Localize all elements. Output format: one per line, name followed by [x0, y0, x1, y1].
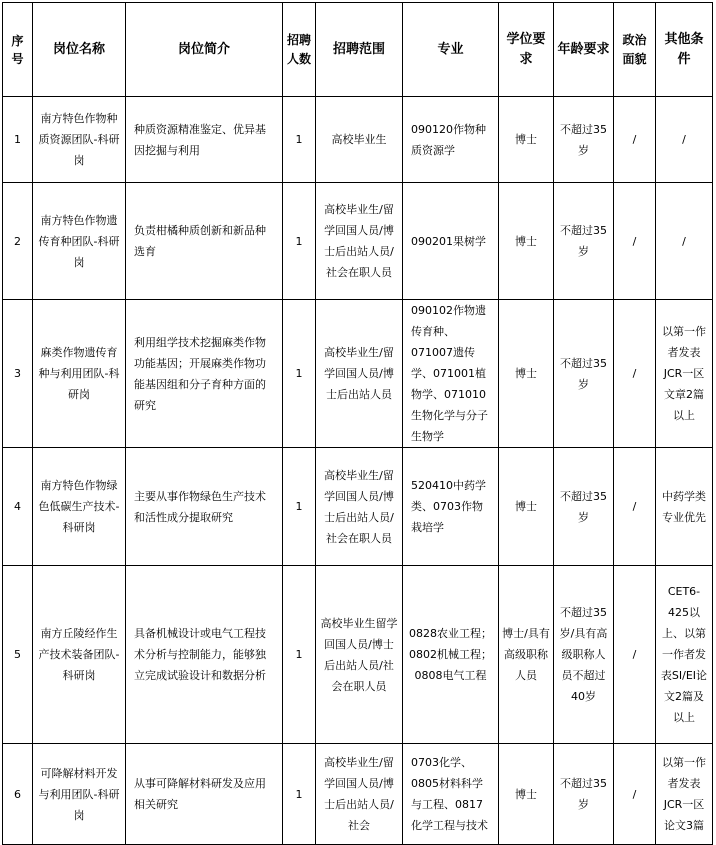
cell-count: 1 [283, 744, 316, 845]
cell-intro: 负责柑橘种质创新和新品种选育 [126, 183, 283, 300]
cell-intro: 利用组学技术挖掘麻类作物功能基因；开展麻类作物功能基因组和分子育种方面的研究 [126, 300, 283, 448]
cell-no: 5 [3, 566, 33, 744]
cell-name: 南方特色作物种质资源团队-科研岗 [33, 97, 126, 183]
header-age: 年龄要求 [554, 3, 614, 97]
cell-age: 不超过35岁 [554, 300, 614, 448]
cell-count: 1 [283, 448, 316, 566]
table-row [3, 97, 713, 183]
cell-age: 不超过35岁/具有高级职称人员不超过40岁 [554, 566, 614, 744]
header-count: 招聘人数 [283, 3, 316, 97]
cell-politics: / [614, 566, 656, 744]
cell-intro: 种质资源精准鉴定、优异基因挖掘与利用 [126, 97, 283, 183]
cell-degree: 博士 [499, 448, 554, 566]
cell-degree: 博士 [499, 183, 554, 300]
cell-politics: / [614, 183, 656, 300]
table-row [3, 566, 713, 744]
cell-count: 1 [283, 566, 316, 744]
cell-age: 不超过35岁 [554, 97, 614, 183]
cell-major: 090120作物种质资源学 [403, 97, 499, 183]
cell-age: 不超过35岁 [554, 744, 614, 845]
cell-no: 4 [3, 448, 33, 566]
cell-no: 3 [3, 300, 33, 448]
cell-other: 以第一作者发表JCR一区文章2篇以上 [656, 300, 713, 448]
cell-politics: / [614, 448, 656, 566]
cell-name: 南方特色作物绿色低碳生产技术-科研岗 [33, 448, 126, 566]
table-row [3, 300, 713, 448]
cell-count: 1 [283, 183, 316, 300]
cell-name: 南方特色作物遗传育种团队-科研岗 [33, 183, 126, 300]
cell-degree: 博士 [499, 300, 554, 448]
cell-other: / [656, 97, 713, 183]
cell-scope: 高校毕业生留学回国人员/博士后出站人员/社会在职人员 [316, 566, 403, 744]
cell-major: 0828农业工程；0802机械工程；0808电气工程 [403, 566, 499, 744]
cell-other: / [656, 183, 713, 300]
cell-degree: 博士/具有高级职称人员 [499, 566, 554, 744]
cell-major: 520410中药学类、0703作物栽培学 [403, 448, 499, 566]
cell-other: 中药学类专业优先 [656, 448, 713, 566]
cell-major: 090102作物遗传育种、071007遗传学、071001植物学、071010生物化学与分子生物学 [403, 300, 499, 448]
cell-degree: 博士 [499, 744, 554, 845]
table-row [3, 448, 713, 566]
header-no: 序号 [3, 3, 33, 97]
cell-age: 不超过35岁 [554, 183, 614, 300]
cell-name: 可降解材料开发与利用团队-科研岗 [33, 744, 126, 845]
cell-scope: 高校毕业生/留学回国人员/博士后出站人员/社会 [316, 744, 403, 845]
cell-scope: 高校毕业生/留学回国人员/博士后出站人员/社会在职人员 [316, 183, 403, 300]
cell-scope: 高校毕业生/留学回国人员/博士后出站人员/社会在职人员 [316, 448, 403, 566]
cell-name: 麻类作物遗传育种与利用团队-科研岗 [33, 300, 126, 448]
header-degree: 学位要求 [499, 3, 554, 97]
header-name: 岗位名称 [33, 3, 126, 97]
cell-other: 以第一作者发表JCR一区论文3篇 [656, 744, 713, 845]
cell-intro: 从事可降解材料研发及应用相关研究 [126, 744, 283, 845]
header-other: 其他条件 [656, 3, 713, 97]
cell-other: CET6-425以上、以第一作者发表SI/EI论文2篇及以上 [656, 566, 713, 744]
cell-scope: 高校毕业生 [316, 97, 403, 183]
header-row [3, 3, 713, 97]
cell-politics: / [614, 97, 656, 183]
cell-scope: 高校毕业生/留学回国人员/博士后出站人员 [316, 300, 403, 448]
recruitment-table [2, 2, 713, 845]
header-major: 专业 [403, 3, 499, 97]
header-scope: 招聘范围 [316, 3, 403, 97]
cell-count: 1 [283, 97, 316, 183]
cell-name: 南方丘陵经作生产技术装备团队-科研岗 [33, 566, 126, 744]
cell-no: 1 [3, 97, 33, 183]
cell-age: 不超过35岁 [554, 448, 614, 566]
header-politics: 政治面貌 [614, 3, 656, 97]
cell-politics: / [614, 744, 656, 845]
header-intro: 岗位简介 [126, 3, 283, 97]
cell-major: 0703化学、0805材料科学与工程、0817化学工程与技术 [403, 744, 499, 845]
cell-no: 6 [3, 744, 33, 845]
cell-no: 2 [3, 183, 33, 300]
cell-major: 090201果树学 [403, 183, 499, 300]
cell-intro: 具备机械设计或电气工程技术分析与控制能力，能够独立完成试验设计和数据分析 [126, 566, 283, 744]
cell-politics: / [614, 300, 656, 448]
cell-degree: 博士 [499, 97, 554, 183]
table-row [3, 744, 713, 845]
table-row [3, 183, 713, 300]
cell-intro: 主要从事作物绿色生产技术和活性成分提取研究 [126, 448, 283, 566]
cell-count: 1 [283, 300, 316, 448]
